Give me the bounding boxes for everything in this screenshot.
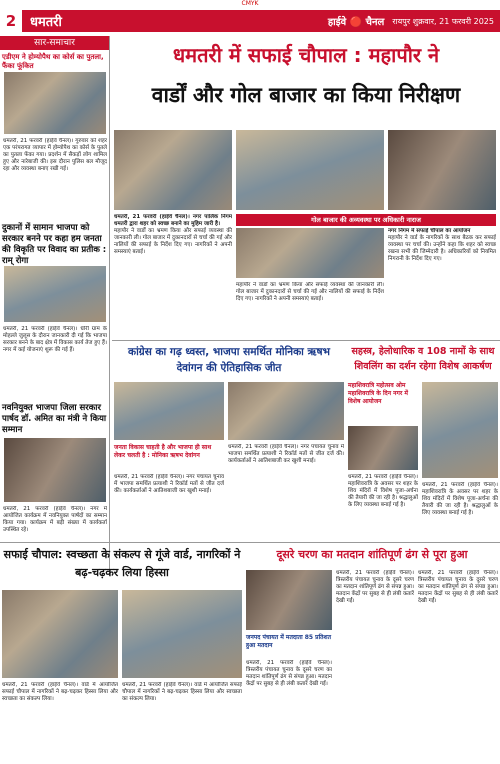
right-caption: नगर निगम में सफाई चौपाल का आयोजन: [388, 228, 471, 234]
story3-photo-1: [348, 426, 418, 470]
main-story-column-3: [388, 228, 496, 336]
bottom1-photo-1: [2, 590, 118, 678]
bottom1-photo-2: [122, 590, 242, 678]
main-subhead: गोल बाजार की अव्यवस्था पर अधिकारी नाराज: [236, 214, 496, 226]
divider: [112, 340, 500, 341]
brief-body-2: धमतरी, 21 फरवरी (हाईवे चैनल)। धीरी ग्राम के मोहल्ले जुलूस के दौरान जानकारी दी गई कि भाजपा सरकार बनने के बाद क्षेत्र में विकास कार्य तेज हुए हैं। नगर में कई योजनाएं शुरू की गई हैं।: [3, 326, 107, 353]
brief-headline-3: नवनियुक्त भाजपा जिला सरकार पार्षद डॉ. अमित का मंत्री ने किया सम्मान: [2, 403, 107, 435]
main-headline-line1: धमतरी में सफाई चौपाल : महापौर ने: [172, 43, 440, 67]
bottom2-headline: दूसरे चरण का मतदान शांतिपूर्ण ढंग से पूरा हुआ: [276, 548, 468, 561]
color-registration-mark: CMYK: [241, 0, 259, 7]
edition-day-date: शुक्रवार, 21 फरवरी 2025: [412, 16, 494, 26]
brief-headline-2: दुकानों में सामान भाजपा को सरकार बनने पर कहा हम जनता की विकृति पर विवाद का प्रतीक : राम् रोगा: [2, 223, 107, 266]
news-brief-tag: सार-समाचार: [0, 36, 109, 50]
bottom2-subhead: जनपद पंचायत में मतदाता 85 प्रतिशत हुआ मतदान: [246, 634, 332, 649]
main-story-column-1: [114, 214, 232, 336]
story3-body-2: धमतरी, 21 फरवरी (हाईवे चैनल)। महाशिवरात्रि के अवसर पर शहर के शिव मंदिरों में विशेष पूजा-अर्चना की तैयारी की जा रही है। श्रद्धालुओं के लिए व्यवस्था बनाई गई है।: [422, 482, 498, 516]
page-number: 2: [0, 10, 22, 32]
story2-inset-head: जनता विकास चाहती है और भाजपा ही साथ लेकर चलती है : मोनिका ऋषभ देवांगन: [114, 444, 212, 459]
brief-photo-1: [4, 72, 106, 134]
brief-photo-2: [4, 266, 106, 322]
story3-side-head: महाशिवरात्रि महोत्सव ओम महाशिवरात्रि के दिन नगर में विशेष आयोजन: [348, 382, 408, 405]
edition-city: रायपुर: [392, 16, 411, 26]
divider-bottom: [0, 542, 500, 543]
main-story-caption: धमतरी, 21 फरवरी (हाईवे चैनल)। नगर पालिक निगम धमतरी द्वारा शहर को स्वच्छ बनाने का मुहिम जारी है।: [114, 214, 232, 227]
brief-headline-1: एडीएम ने होम्योपैथ का कोर्स का पुतला, फैंका फूंकित: [2, 53, 104, 70]
bottom1-headline: सफाई चौपाल: स्वच्छता के संकल्प से गूंजे वार्ड, नागरिकों ने बढ़-चढ़कर लिया हिस्सा: [3, 548, 241, 579]
bottom2-photo-1: [246, 570, 332, 630]
edition-date: [392, 16, 494, 27]
story3-photo-2: [422, 382, 498, 478]
bottom1-body-1: धमतरी, 21 फरवरी (हाईवे चैनल)। वार्ड में आयोजित सफाई चौपाल में नागरिकों ने बढ़-चढ़कर हिस्सा लिया और स्वच्छता का संकल्प लिया।: [2, 682, 118, 702]
bottom1-body-2: धमतरी, 21 फरवरी (हाईवे चैनल)। वार्ड में आयोजित सफाई चौपाल में नागरिकों ने बढ़-चढ़कर हिस्सा लिया और स्वच्छता का संकल्प लिया।: [122, 682, 242, 702]
story2-body-1: धमतरी, 21 फरवरी (हाईवे चैनल)। नगर पंचायत चुनाव में भाजपा समर्थित प्रत्याशी ने रिकॉर्ड मतों से जीत दर्ज की। कार्यकर्ताओं ने आतिशबाजी कर खुशी मनाई।: [114, 474, 224, 494]
bottom2-body-1: धमतरी, 21 फरवरी (हाईवे चैनल)। त्रिस्तरीय पंचायत चुनाव के दूसरे चरण का मतदान शांतिपूर्ण ढंग से संपन्न हुआ। मतदान केंद्रों पर सुबह से ही लंबी कतारें देखी गईं।: [246, 660, 332, 687]
main-headline-line2: वार्डों और गोल बाजार का किया निरीक्षण: [151, 83, 461, 107]
story2-headline: कांग्रेस का गढ़ ध्वस्त, भाजपा समर्थित मोनिका ऋषभ देवांगन की ऐतिहासिक जीत: [128, 346, 330, 374]
story3-body-1: धमतरी, 21 फरवरी (हाईवे चैनल)। महाशिवरात्रि के अवसर पर शहर के शिव मंदिरों में विशेष पूजा-अर्चना की तैयारी की जा रही है। श्रद्धालुओं के लिए व्यवस्था बनाई गई है।: [348, 474, 418, 508]
brief-body-3: धमतरी, 21 फरवरी (हाईवे चैनल)। नगर में आयोजित कार्यक्रम में नवनियुक्त पार्षदों का सम्मान किया गया। कार्यक्रम में बड़ी संख्या में कार्यकर्ता उपस्थित रहे।: [3, 506, 107, 533]
main-photo-2: [236, 130, 384, 210]
main-headline: [112, 36, 500, 128]
story2-photo-2: [228, 382, 344, 440]
story2-body-2: धमतरी, 21 फरवरी (हाईवे चैनल)। नगर पंचायत चुनाव में भाजपा समर्थित प्रत्याशी ने रिकॉर्ड मतों से जीत दर्ज की। कार्यकर्ताओं ने आतिशबाजी कर खुशी मनाई।: [228, 444, 344, 464]
brief-body-1: धमतरी, 21 फरवरी (हाईवे चैनल)। गुरुवार को शहर एक परंपरागत व्यापार में होम्योपैथ का कोर्स के पुतले का पुतला फेंका गया। प्रदर्शन में सैकड़ों लोग शामिल हुए और नारेबाजी की। इस दौरान पुलिस बल मौजूद रहा और व्यवस्था बनाए रखी गई।: [3, 138, 107, 172]
main-story-column-2: महापौर ने वार्डों का भ्रमण किया और सफाई व्यवस्था की जानकारी ली। गोल बाजार में दुकानदारों से चर्चा की गई और नालियों की सफाई के निर्देश दिए गए। नागरिकों ने अपनी समस्याएं बताई।: [236, 282, 384, 302]
bottom2-body-2: धमतरी, 21 फरवरी (हाईवे चैनल)। त्रिस्तरीय पंचायत चुनाव के दूसरे चरण का मतदान शांतिपूर्ण ढंग से संपन्न हुआ। मतदान केंद्रों पर सुबह से ही लंबी कतारें देखी गईं।: [336, 570, 414, 604]
right-body: महापौर ने वार्ड के नागरिकों के साथ बैठक कर सफाई व्यवस्था पर चर्चा की। उन्होंने कहा कि शहर को स्वच्छ रखना सभी की जिम्मेदारी है। अधिकारियों को नियमित निगरानी के निर्देश दिए गए।: [388, 235, 496, 262]
masthead-brand: हाईवे 🔴 चैनल: [327, 17, 385, 28]
page-header: [0, 10, 500, 32]
section-title: धमतरी: [30, 15, 62, 30]
main-photo-1: [114, 130, 232, 210]
news-brief-column: [0, 36, 110, 576]
bottom2-body-3: धमतरी, 21 फरवरी (हाईवे चैनल)। त्रिस्तरीय पंचायत चुनाव के दूसरे चरण का मतदान शांतिपूर्ण ढंग से संपन्न हुआ। मतदान केंद्रों पर सुबह से ही लंबी कतारें देखी गईं।: [418, 570, 498, 604]
main-story-body: महापौर ने वार्डों का भ्रमण किया और सफाई व्यवस्था की जानकारी ली। गोल बाजार में दुकानदारों से चर्चा की गई और नालियों की सफाई के निर्देश दिए गए। नागरिकों ने अपनी समस्याएं बताई।: [114, 228, 232, 255]
story2-photo-1: [114, 382, 224, 440]
story3-headline: सहस्त्र, हेलोधारिक व 108 नामों के साथ शिवलिंग का दर्शन रहेगा विशेष आकर्षण: [351, 346, 495, 372]
brief-photo-3: [4, 438, 106, 502]
main-photo-4: [236, 228, 384, 278]
main-photo-3: [388, 130, 496, 210]
